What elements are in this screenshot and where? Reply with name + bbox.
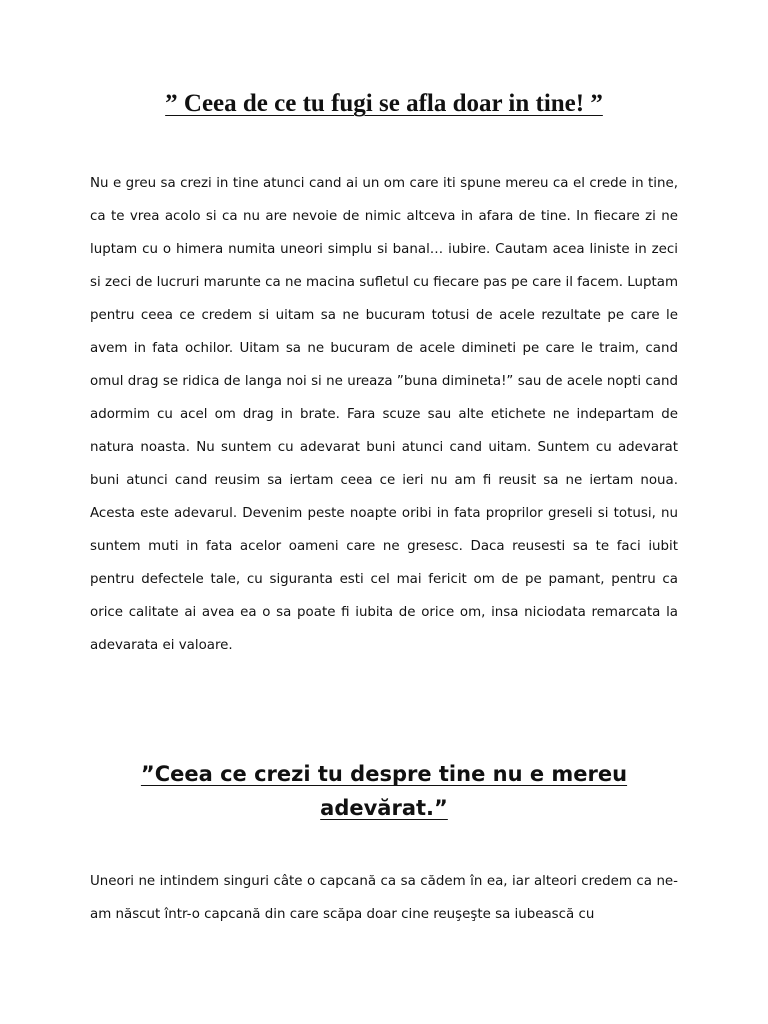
- section-2-paragraph: Uneori ne intindem singuri câte o capcană ca sa cădem în ea, iar alteori credem ca ne-am născut într-o capcană din care scăpa doar cine reuşeşte sa iubească cu: [90, 874, 678, 922]
- section-1-title-text: ” Ceea de ce tu fugi se afla doar in tine! ”: [165, 90, 603, 117]
- section-2-title: ”Ceea ce crezi tu despre tine nu e mereu adevărat.”: [140, 762, 628, 820]
- section-1-title: [0, 88, 768, 120]
- section-1-paragraph: Nu e greu sa crezi in tine atunci cand ai un om care iti spune mereu ca el crede in tine, ca te vrea acolo si ca nu are nevoie de nimic altceva in afara de tine. In fiecare zi ne luptam cu o himera numita uneori simplu si banal… iubire. Cautam acea liniste in zeci si zeci de lucruri marunte ca ne macina sufletul cu fiecare pas pe care il facem. Luptam pentru ceea ce credem si uitam sa ne bucuram totusi de acele rezultate pe care le avem in fata ochilor. Uitam sa ne bucuram de acele dimineti pe care le traim, cand omul drag se ridica de langa noi si ne ureaza ”buna dimineta!” sau de acele nopti cand adormim cu acel om drag in brate. Fara scuze sau alte etichete ne indepartam de natura noasta. Nu suntem cu adevarat buni atunci cand uitam. Suntem cu adevarat buni atunci cand reusim sa iertam ceea ce ieri nu am fi reusit sa ne iertam noua. Acesta este adevarul. Devenim peste noapte oribi in fata proprilor greseli si totusi, nu suntem muti in fata acelor oameni care ne gresesc. Daca reusesti sa te faci iubit pentru defectele tale, cu siguranta esti cel mai fericit om de pe pamant, pentru ca orice calitate ai avea ea o sa poate fi iubita de orice om, insa niciodata remarcata la adevarata ei valoare.: [90, 176, 678, 653]
